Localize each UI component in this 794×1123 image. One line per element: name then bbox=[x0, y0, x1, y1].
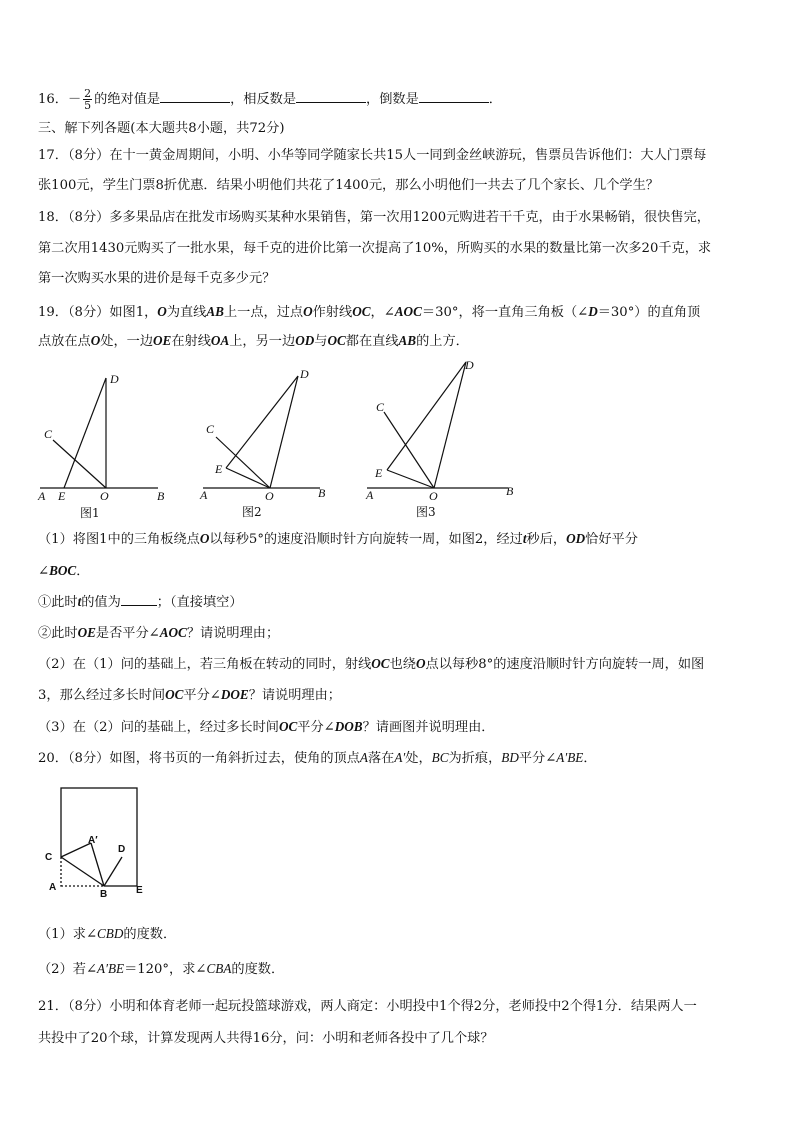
fig3-label-o: O bbox=[429, 489, 438, 503]
q20-sub-2 bbox=[38, 960, 284, 979]
q20-t: （1）求∠ bbox=[38, 927, 98, 942]
q19-t: 平分∠ bbox=[297, 720, 335, 735]
q20-t: 落在 bbox=[367, 751, 395, 766]
q20-var: BC bbox=[431, 750, 449, 765]
q19-t: 的值为 bbox=[81, 595, 121, 610]
fig1-label-d: D bbox=[110, 372, 119, 386]
q19-var: AB bbox=[206, 304, 224, 319]
q20-t: 处， bbox=[405, 751, 432, 766]
q19-var: OD bbox=[566, 531, 586, 546]
q20-t: 的度数． bbox=[231, 962, 285, 977]
q19-t: ＝30°，将一直角三角板（∠ bbox=[421, 305, 589, 320]
q19-var: OD bbox=[295, 333, 315, 348]
q20-ba-prime bbox=[91, 843, 104, 886]
q19-t: 点以每秒8°的速度沿顺时针方向旋转一周，如图 bbox=[425, 657, 705, 672]
q20-bd bbox=[104, 857, 122, 886]
q16-blank-3[interactable] bbox=[419, 90, 489, 103]
q19-var: DOB bbox=[334, 719, 363, 734]
q19-t: ；（直接填空） bbox=[156, 595, 243, 610]
q19-var: AOC bbox=[394, 304, 422, 319]
q19-figures bbox=[0, 355, 794, 525]
q20-t: 的度数． bbox=[123, 927, 177, 942]
q19-blank-t[interactable] bbox=[121, 593, 157, 606]
q19-t: 秒后， bbox=[526, 532, 567, 547]
q19-t: ？请说明理由； bbox=[248, 688, 341, 703]
fig2-label-a: A bbox=[200, 488, 208, 502]
q19-t: 的上方． bbox=[416, 334, 469, 349]
q16-text-2: ，相反数是 bbox=[230, 92, 297, 107]
q19-var: OA bbox=[210, 333, 230, 348]
q19-figure-3 bbox=[367, 362, 508, 488]
q19-t: 以每秒5°的速度沿顺时针方向旋转一周，如图2，经过 bbox=[209, 532, 523, 547]
q19-var: DOE bbox=[220, 687, 249, 702]
q19-part-1-q2 bbox=[38, 624, 279, 643]
q19-var: O bbox=[90, 333, 101, 348]
q20-line-1 bbox=[38, 749, 597, 768]
q19-t: 都在直线 bbox=[345, 334, 399, 349]
q19-t: ①此时 bbox=[38, 595, 78, 610]
q19-var: OC bbox=[327, 333, 346, 348]
q19-t: （3）在（2）问的基础上，经过多长时间 bbox=[38, 720, 279, 735]
q19-var: OC bbox=[165, 687, 184, 702]
q19-t: 上，另一边 bbox=[229, 334, 296, 349]
q20-t: ． bbox=[583, 751, 597, 766]
q19-var: O bbox=[415, 656, 426, 671]
q19-part-2 bbox=[38, 655, 704, 674]
q20-t: 平分∠ bbox=[518, 751, 557, 766]
q20-label-a: A bbox=[49, 882, 57, 893]
q19-var: O bbox=[303, 304, 313, 319]
q19-t: ∠ bbox=[38, 564, 50, 579]
fig1-label-b: B bbox=[157, 489, 165, 503]
q19-t: 19．（8分）如图1， bbox=[38, 305, 158, 320]
q19-var: OE bbox=[77, 625, 96, 640]
q16-text-3: ，倒数是 bbox=[366, 92, 419, 107]
q19-t: 也绕 bbox=[389, 657, 416, 672]
fig1-label-e: E bbox=[58, 489, 66, 503]
q19-part-1-cont bbox=[38, 562, 89, 581]
fig1-caption: 图1 bbox=[80, 506, 100, 520]
fig3-de bbox=[387, 362, 466, 470]
fig3-oe bbox=[387, 470, 434, 488]
q20-var: CBA bbox=[206, 961, 232, 976]
fig1-label-c: C bbox=[44, 427, 53, 441]
q19-part-2-cont bbox=[38, 686, 341, 705]
q19-t: ． bbox=[76, 564, 90, 579]
q20-label-a-prime: A′ bbox=[88, 835, 98, 846]
fig2-label-o: O bbox=[265, 489, 274, 503]
q20-sub-1 bbox=[38, 925, 176, 944]
q19-t: 为直线 bbox=[166, 305, 207, 320]
q19-var: BOC bbox=[49, 563, 77, 578]
q20-t: （2）若∠ bbox=[38, 962, 98, 977]
fig3-label-a: A bbox=[366, 488, 374, 502]
q20-t: 20．（8分）如图，将书页的一角斜折过去，使角的顶点 bbox=[38, 751, 360, 766]
q19-t: ？请画图并说明理由． bbox=[362, 720, 495, 735]
q20-ca-prime bbox=[61, 843, 91, 857]
q19-t: ？请说明理由； bbox=[186, 626, 280, 641]
q19-t: 在射线 bbox=[171, 334, 211, 349]
q20-var: A′ bbox=[394, 750, 406, 765]
q16-frac-den: 5 bbox=[84, 99, 92, 112]
q20-label-c: C bbox=[45, 852, 53, 863]
fig3-label-d: D bbox=[465, 358, 474, 372]
fig1-label-o: O bbox=[100, 489, 109, 503]
q20-var: BD bbox=[501, 750, 519, 765]
fig2-od bbox=[270, 376, 298, 488]
fig3-oc bbox=[384, 412, 434, 488]
q18-line-3: 第一次购买水果的进价是每千克多少元？ bbox=[38, 271, 276, 286]
q19-part-1 bbox=[38, 530, 638, 549]
q19-var: t bbox=[77, 594, 82, 609]
fig2-label-b: B bbox=[318, 486, 326, 500]
q19-t: ，∠ bbox=[370, 305, 395, 320]
q16-number: 16． bbox=[38, 92, 68, 107]
q19-t: 处，一边 bbox=[100, 334, 154, 349]
q20-label-e: E bbox=[136, 885, 143, 896]
q20-var: CBD bbox=[97, 926, 124, 941]
q19-t: （2）在（1）问的基础上，若三角板在转动的同时，射线 bbox=[38, 657, 372, 672]
q19-t: ②此时 bbox=[38, 626, 78, 641]
q19-part-3 bbox=[38, 718, 494, 737]
q19-t: （1）将图1中的三角板绕点 bbox=[38, 532, 200, 547]
q19-t: 恰好平分 bbox=[585, 532, 638, 547]
q16-fraction bbox=[83, 88, 92, 111]
q18-line-2: 第二次用1430元购买了一批水果，每千克的进价比第一次提高了10%，所购买的水果的数量比第一次多20千克，求 bbox=[38, 241, 712, 256]
q20-figure bbox=[40, 780, 150, 910]
q19-line-1 bbox=[38, 303, 700, 322]
fig2-label-c: C bbox=[206, 422, 215, 436]
fig3-label-c: C bbox=[376, 400, 385, 414]
q19-figure-1 bbox=[40, 378, 158, 488]
q19-line-2 bbox=[38, 332, 469, 351]
fig2-de bbox=[226, 376, 298, 468]
q20-t: 为折痕， bbox=[448, 751, 502, 766]
q19-var: OC bbox=[278, 719, 298, 734]
fig1-de bbox=[64, 378, 106, 488]
fig2-label-d: D bbox=[300, 367, 309, 381]
q16-frac-num: 2 bbox=[84, 87, 92, 100]
q21-line-2: 共投中了20个球，计算发现两人共得16分，问：小明和老师各投中了几个球？ bbox=[38, 1031, 494, 1046]
q20-t: ＝120°，求∠ bbox=[124, 962, 207, 977]
section-3-heading: 三、解下列各题(本大题共8小题，共72分) bbox=[38, 121, 285, 136]
q19-part-1-q1 bbox=[38, 593, 243, 612]
q16-blank-2[interactable] bbox=[296, 90, 366, 103]
q19-var: O bbox=[199, 531, 210, 546]
fig2-label-e: E bbox=[215, 462, 223, 476]
q16-line bbox=[38, 88, 502, 111]
fig3-od bbox=[434, 362, 466, 488]
q21-line-1: 21．（8分）小明和体育老师一起玩投篮球游戏，两人商定：小明投中1个得2分，老师投中2个得1分．结果两人一 bbox=[38, 999, 697, 1014]
q19-t: 3，那么经过多长时间 bbox=[38, 688, 166, 703]
q19-var: AB bbox=[398, 333, 417, 348]
q19-var: AOC bbox=[159, 625, 187, 640]
q16-minus: － bbox=[67, 92, 82, 107]
fig1-label-a: A bbox=[38, 489, 46, 503]
q16-text-1: 的绝对值是 bbox=[94, 92, 161, 107]
q16-blank-1[interactable] bbox=[160, 90, 230, 103]
fig2-oe bbox=[226, 468, 270, 488]
q19-t: 平分∠ bbox=[183, 688, 221, 703]
q17-line-1: 17．（8分）在十一黄金周期间，小明、小华等同学随家长共15人一同到金丝峡游玩，售票员告诉他们：大人门票每 bbox=[38, 148, 707, 163]
q19-var: D bbox=[588, 304, 598, 319]
q19-var: t bbox=[522, 531, 527, 546]
fig3-label-b: B bbox=[506, 484, 514, 498]
q20-var: A′BE bbox=[97, 961, 125, 976]
q20-label-b: B bbox=[100, 889, 108, 900]
q19-t: 上一点，过点 bbox=[223, 305, 304, 320]
q16-text-4: ． bbox=[488, 92, 502, 107]
q18-line-1: 18．（8分）多多果品店在批发市场购买某种水果销售，第一次用1200元购进若干千克，由于水果畅销，很快售完， bbox=[38, 210, 710, 225]
q19-t: 是否平分∠ bbox=[95, 626, 160, 641]
q19-t: 点放在点 bbox=[38, 334, 91, 349]
q19-t: 与 bbox=[314, 334, 328, 349]
q20-label-d: D bbox=[118, 844, 126, 855]
q20-var: A′BE bbox=[556, 750, 584, 765]
q20-var: A bbox=[359, 750, 368, 765]
q19-var: OE bbox=[153, 333, 172, 348]
q19-t: 作射线 bbox=[312, 305, 353, 320]
q19-var: OC bbox=[371, 656, 390, 671]
fig3-caption: 图3 bbox=[416, 505, 436, 519]
fig2-oc bbox=[216, 437, 270, 488]
fig2-caption: 图2 bbox=[242, 505, 262, 519]
fig3-label-e: E bbox=[375, 466, 383, 480]
q19-var: O bbox=[157, 304, 167, 319]
q20-crease-bc bbox=[61, 857, 104, 886]
q19-t: ＝30°）的直角顶 bbox=[597, 305, 701, 320]
q19-var: OC bbox=[352, 304, 371, 319]
q17-line-2: 张100元，学生门票8折优惠．结果小明他们共花了1400元，那么小明他们一共去了几个家长、几个学生？ bbox=[38, 178, 659, 193]
